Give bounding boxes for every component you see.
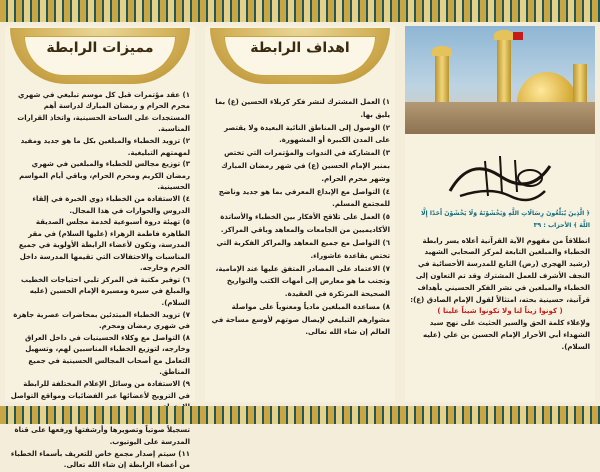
list-item: تسجيلاً صوتياً وتصويرها وأرشفتها ورفعها على قناة المدرسة على اليوتيوب. [14,426,190,446]
list-item: ٣) توزيع مجالس للخطباء والمبلغين في شهري رمضان الكريم ومحرم الحرام، وباقي أيام المواسم الحسينية. [19,160,190,192]
list-item: ٩) الاستفادة من وسائل الإعلام المختلفة للرابطة في الترويج لأعضائها عبر الفضائيات ومواقع التواصل [10,380,190,400]
closing-paragraph: ولإعلاء كلمة الحق والسير الحثيث على نهج سيد الشهداء أبي الأحرار الإمام الحسين بن علي (عليه السلام). [422,319,590,351]
middle-panel [200,0,400,424]
calligraphy-emblem [440,146,560,206]
page-title-features: مميزات الرابطة [46,40,154,56]
list-item: ٥) تهيئة دروة أسبوعية لخدمة مجلس الصديقة الطاهرة فاطمة الزهراء (عليها السلام) في مقر المدرسة، وتكون لأعضاء الرابطة الأولوية في جميع المناسبات والاحتفالات التي تقيمها المدرسة داخل الحرم وخارجه. [18,218,190,273]
goals-list [210,96,390,339]
list-item: ٨) مساعدة المبلغين مادياً ومعنوياً على مواصلة مشوارهم التبليغي لإيصال صوتهم لأوسع مساحة في العالم إن شاء الله تعالى. [211,303,390,337]
minaret-cap [494,30,514,40]
list-item: ٤) التواصل مع الإبداع المعرفي بما هو جديد وناضج للمجتمع المسلم. [218,187,390,209]
list-item: ٧) تزويد الخطباء المبتدئين بمحاضرات عصرية جاهزة في شهري رمضان ومحرم. [13,310,190,331]
list-item: ٢) الوصول إلى المناطق النائية البعيدة ولا يقتصر على المدن الكبيرة أو المشهورة. [224,123,390,145]
ornament-border-bottom [400,406,600,424]
shrine-wall [405,102,595,134]
list-item: ٦) التواصل مع جميع المعاهد والمراكز الفكرية التي تختص بقاعدة عاشوراء. [216,239,390,260]
list-item: ٢) تزويد الخطباء والمبلغين بكل ما هو جديد ومفيد لمهمتهم التبليغية. [20,137,190,157]
list-item: ١) العمل المشترك لنشر فكر كربلاء الحسين (ع) بما يليق بها. [215,98,390,119]
list-item: ١) عقد مؤتمرات قبل كل موسم تبليغي في شهري محرم الحرام و رمضان المبارك لدراسة أهم المستجدات على الساحة الحسينية، واتخاذ القرارات المناسبة. [17,91,190,134]
minaret-cap [432,46,452,56]
shrine-photo [405,26,595,134]
intro-paragraph: انطلاقاً من مفهوم الآية القرآنية أعلاه يسر رابطة الخطباء والمبلغين التابعة لمركز الصحابي الشهيد (رشيد الهجري (رض) التابع للمدرسة الأحسائية في النجف الأشرف للعمل المشترك وقد تم التعاون إلى الخطباء والمبلغين في نشر الفكر الحسيني بأهداف قرآنية، حسينية بحته، امتثالاً لقول الإمام الصادق (ع): [410,236,590,304]
list-item: ٦) توفير مكتبة في المركز تلبي احتياجات الخطيب والمبلغ في سيرة ومسيرة الإمام الحسين (عليه السلام). [21,276,190,307]
right-panel [400,0,600,424]
list-item: ٥) العمل على تلاقح الأفكار بين الخطباء والأساتذة الأكاديميين من الجامعات والمعاهد وباقي المراكز. [220,213,390,234]
ornament-border-top [200,0,400,22]
imam-quote: ( كونوا زيناً لنا ولا تكونوا شيناً علينا ) [437,307,563,316]
left-panel [0,0,200,469]
list-item: ٧) الاعتماد على المصادر المتفق عليها عند الإمامية، وتجنب ما هو معارض إلى أمهات الكتب والتواريخ الصحيحة المرتكزة في العقيدة. [215,264,390,298]
intro-text [410,208,590,354]
ornament-border-bottom [200,406,400,424]
list-item: ٨) التواصل مع وكلاء الحسينيات في داخل العراق وخارجه، لتوزيع الخطباء المناسبين لهم، وتسهيل التعامل مع أصحاب المجالس الحسينية في جميع المناطق. [24,334,190,377]
ornament-border-top [400,0,600,22]
page-title-goals: اهداف الرابطة [250,40,350,56]
ornament-border-bottom [0,406,200,424]
quran-verse: ﴿ الَّذِينَ يُبَلِّغُونَ رِسَالَاتِ اللَّهِ وَيَخْشَوْنَهُ وَلَا يَخْشَوْنَ أَحَدًا إِلَّا اللَّهَ ﴾ الأحزاب : ٣٩ [420,210,590,229]
list-item: ٣) المشاركة في الندوات والمؤتمرات التي تختص بمنبر الإمام الحسين (ع) في شهر رمضان المبارك وشهر محرم الحرام. [221,149,390,183]
ornament-border-top [0,0,200,22]
list-item: ١١) سيتم إصدار مجمع خاص للتعريف بأسماء الخطباء من أعضاء الرابطة إن شاء الله تعالى. [10,449,190,469]
flag [513,32,523,40]
list-item: ٤) الاستفادة من الخطباء ذوي الخبرة في إلقاء الدروس والحوارات في هذا المجال. [32,195,190,215]
